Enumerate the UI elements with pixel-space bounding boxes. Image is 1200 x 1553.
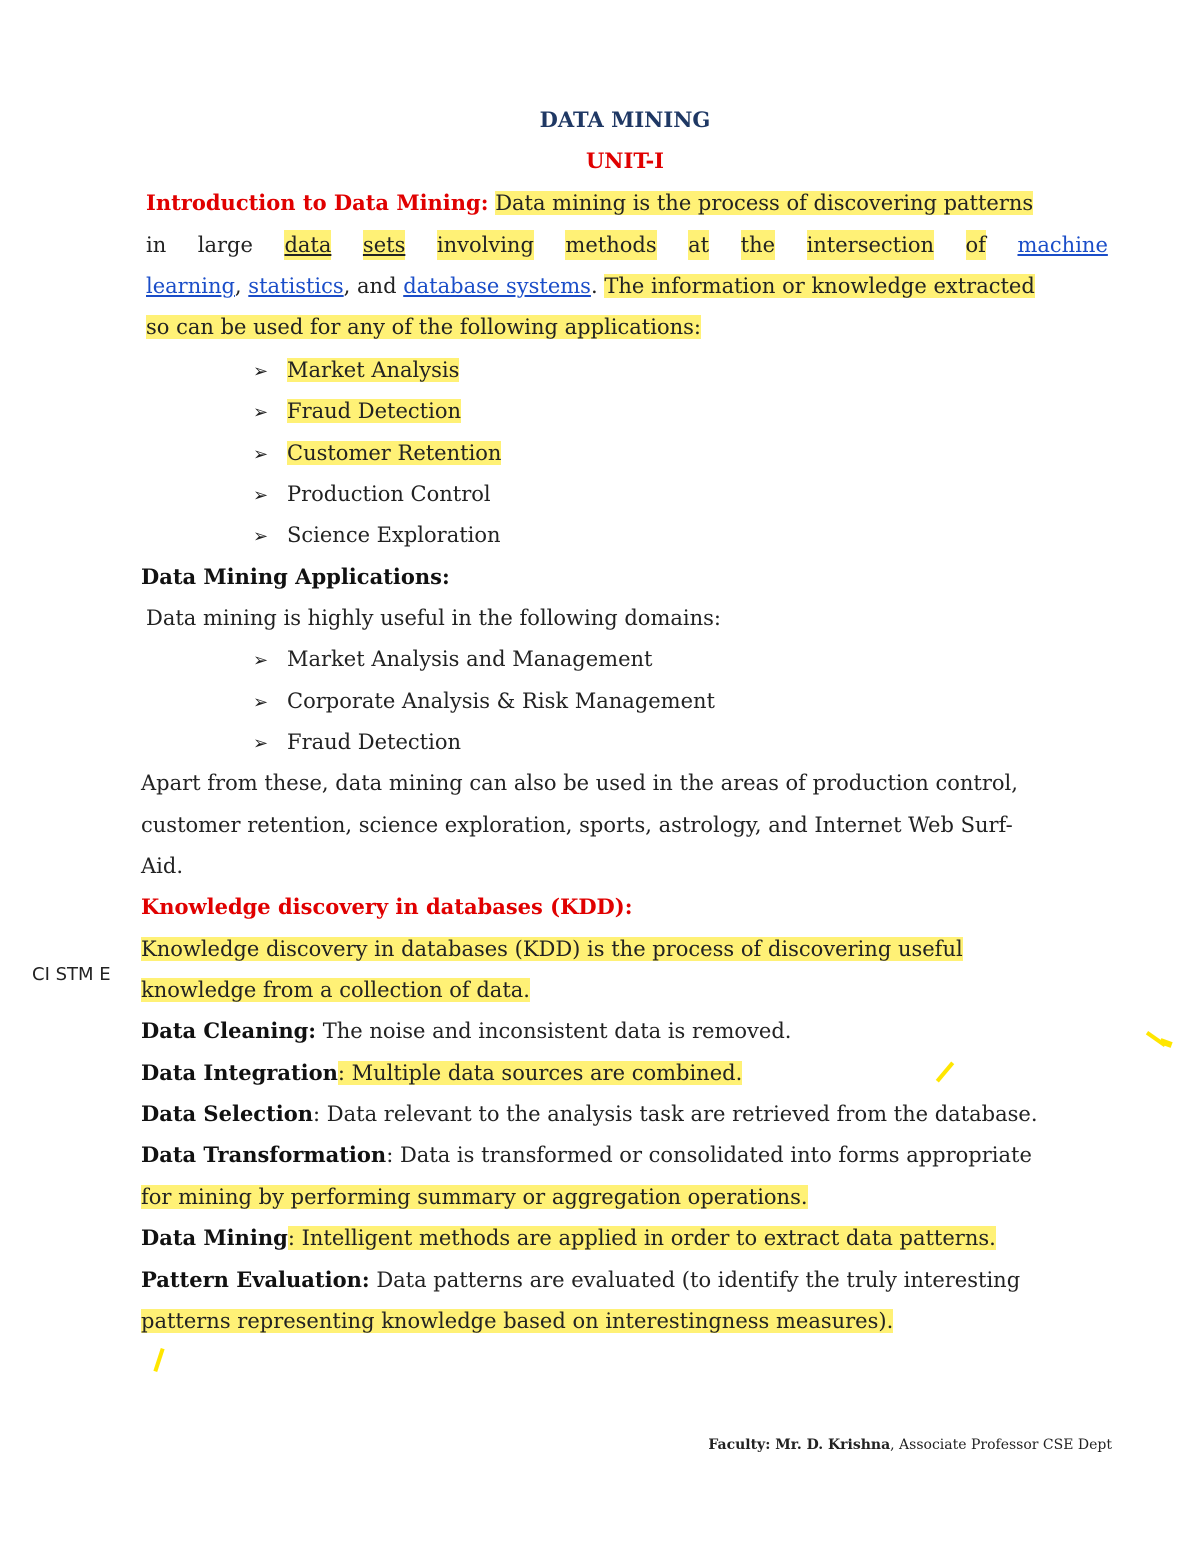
- word: of: [966, 230, 986, 260]
- list-item-text: Production Control: [287, 482, 491, 506]
- intro-line-1: [146, 188, 1033, 218]
- punct: ,: [234, 274, 242, 298]
- footer-faculty: Faculty: Mr. D. Krishna: [708, 1437, 891, 1453]
- kdd-step-evaluation: [141, 1265, 1020, 1295]
- step-term: Data Cleaning:: [141, 1018, 317, 1043]
- word: involving: [437, 230, 534, 260]
- kdd-line-1: [141, 934, 963, 964]
- word: methods: [565, 230, 656, 260]
- step-text: : Data relevant to the analysis task are retrieved from the database.: [313, 1102, 1038, 1126]
- kdd-step-evaluation-cont: [141, 1306, 893, 1336]
- list-item-text: Market Analysis: [287, 358, 460, 382]
- list-item: [253, 355, 459, 387]
- punct: .: [590, 274, 598, 298]
- word: sets: [363, 230, 405, 260]
- list-item-text: Science Exploration: [287, 523, 501, 547]
- step-text: : Multiple data sources are combined.: [337, 1061, 743, 1085]
- kdd-line-2: [141, 975, 530, 1005]
- kdd-text-2: knowledge from a collection of data.: [141, 978, 530, 1002]
- list-item-text: Market Analysis and Management: [287, 647, 653, 671]
- word: intersection: [807, 230, 934, 260]
- link-database-systems[interactable]: database systems: [403, 274, 591, 298]
- step-text: : Intelligent methods are applied in order to extract data patterns.: [287, 1226, 996, 1250]
- arrow-bullet-icon: ➢: [253, 650, 269, 671]
- step-term: Data Mining: [141, 1225, 288, 1250]
- list-item: [253, 644, 652, 676]
- arrow-bullet-icon: ➢: [253, 402, 269, 423]
- intro-text-3: The information or knowledge extracted: [604, 274, 1035, 298]
- word: the: [741, 230, 775, 260]
- list-item-text: Fraud Detection: [287, 730, 461, 754]
- punct: , and: [343, 274, 397, 298]
- step-text: patterns representing knowledge based on interestingness measures).: [141, 1309, 894, 1333]
- kdd-step-integration: [141, 1058, 742, 1088]
- side-label: CI STM E: [32, 964, 111, 985]
- kdd-step-mining: [141, 1223, 996, 1253]
- applications-para-1: Apart from these, data mining can also be used in the areas of production control,: [141, 771, 1018, 795]
- intro-line-3: [146, 271, 1035, 301]
- word: large: [197, 233, 253, 257]
- kdd-step-selection: [141, 1099, 1038, 1129]
- page-title: DATA MINING: [539, 107, 711, 132]
- applications-para-2: customer retention, science exploration, sports, astrology, and Internet Web Surf-: [141, 813, 1013, 837]
- list-item: [253, 396, 461, 428]
- intro-line-4: [146, 312, 701, 342]
- step-term: Data Transformation: [141, 1142, 387, 1167]
- footer-role: , Associate Professor CSE Dept: [890, 1437, 1112, 1453]
- intro-line-2: [146, 230, 1108, 260]
- step-term: Data Selection: [141, 1101, 314, 1126]
- list-item-text: Corporate Analysis & Risk Management: [287, 689, 715, 713]
- highlight-mark: [153, 1348, 164, 1372]
- list-item: [253, 727, 461, 759]
- list-item-text: Fraud Detection: [287, 399, 461, 423]
- step-text: for mining by performing summary or aggregation operations.: [141, 1185, 808, 1209]
- word: at: [688, 230, 709, 260]
- highlight-mark: [936, 1062, 954, 1083]
- arrow-bullet-icon: ➢: [253, 444, 269, 465]
- unit-label: UNIT-I: [585, 148, 665, 173]
- footer: [708, 1437, 1112, 1453]
- arrow-bullet-icon: ➢: [253, 361, 269, 382]
- step-text: Data patterns are evaluated (to identify the truly interesting: [376, 1268, 1021, 1292]
- kdd-step-transformation: [141, 1140, 1032, 1170]
- list-item: [253, 479, 491, 511]
- link-learning[interactable]: learning: [146, 274, 235, 298]
- arrow-bullet-icon: ➢: [253, 692, 269, 713]
- list-item: [253, 438, 501, 470]
- kdd-heading: Knowledge discovery in databases (KDD):: [141, 894, 633, 919]
- word: in: [146, 233, 167, 257]
- step-text: : Data is transformed or consolidated into forms appropriate: [386, 1143, 1032, 1167]
- intro-text-4: so can be used for any of the following applications:: [146, 315, 701, 339]
- kdd-step-transformation-cont: [141, 1182, 808, 1212]
- link-machine-learning[interactable]: machine: [1017, 233, 1108, 257]
- applications-heading: Data Mining Applications:: [141, 564, 450, 589]
- intro-heading: Introduction to Data Mining:: [146, 190, 489, 215]
- list-item: [253, 686, 715, 718]
- word: data: [284, 230, 331, 260]
- applications-intro: Data mining is highly useful in the following domains:: [146, 606, 721, 630]
- list-item-text: Customer Retention: [287, 441, 502, 465]
- arrow-bullet-icon: ➢: [253, 485, 269, 506]
- applications-para-3: Aid.: [141, 854, 183, 878]
- highlight-mark: [1159, 1038, 1172, 1048]
- step-text: The noise and inconsistent data is removed.: [322, 1019, 792, 1043]
- list-item: [253, 520, 501, 552]
- kdd-step-cleaning: [141, 1016, 791, 1046]
- kdd-text-1: Knowledge discovery in databases (KDD) is the process of discovering useful: [141, 937, 963, 961]
- arrow-bullet-icon: ➢: [253, 526, 269, 547]
- arrow-bullet-icon: ➢: [253, 733, 269, 754]
- link-statistics[interactable]: statistics: [248, 274, 344, 298]
- step-term: Data Integration: [141, 1060, 338, 1085]
- intro-text-1: Data mining is the process of discovering patterns: [495, 191, 1034, 215]
- step-term: Pattern Evaluation:: [141, 1267, 370, 1292]
